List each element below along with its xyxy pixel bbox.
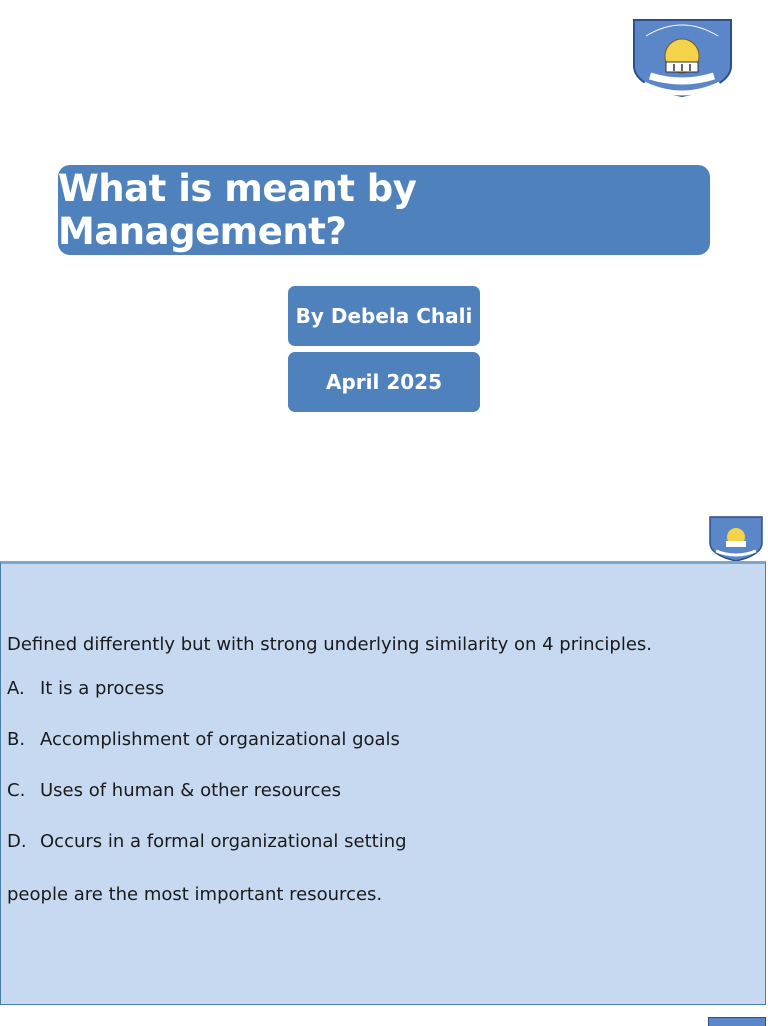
- list-item: [7, 678, 164, 699]
- list-item: [7, 729, 400, 750]
- list-item-letter: A.: [7, 678, 25, 699]
- list-item-letter: C.: [7, 780, 26, 801]
- list-item: [7, 831, 407, 852]
- list-item-text: Occurs in a formal organizational setting: [40, 831, 407, 852]
- next-slide-strip: [0, 1005, 768, 1024]
- list-item-letter: B.: [7, 729, 26, 750]
- list-item-text: It is a process: [40, 678, 165, 699]
- university-logo-tiny-icon: [708, 1017, 766, 1026]
- date-label: April 2025: [288, 352, 480, 412]
- slide-title: What is meant by Management?: [58, 165, 710, 255]
- closing-text: people are the most important resources.: [7, 884, 383, 905]
- list-item-text: Accomplishment of organizational goals: [40, 729, 400, 750]
- list-item-text: Uses of human & other resources: [40, 780, 341, 801]
- list-item-letter: D.: [7, 831, 27, 852]
- list-item: [7, 780, 341, 801]
- intro-text: Defined differently but with strong underlying similarity on 4 principles.: [7, 634, 653, 655]
- university-logo-small-icon: [708, 515, 764, 563]
- university-logo-icon: [630, 16, 735, 98]
- author-label: By Debela Chali: [288, 286, 480, 346]
